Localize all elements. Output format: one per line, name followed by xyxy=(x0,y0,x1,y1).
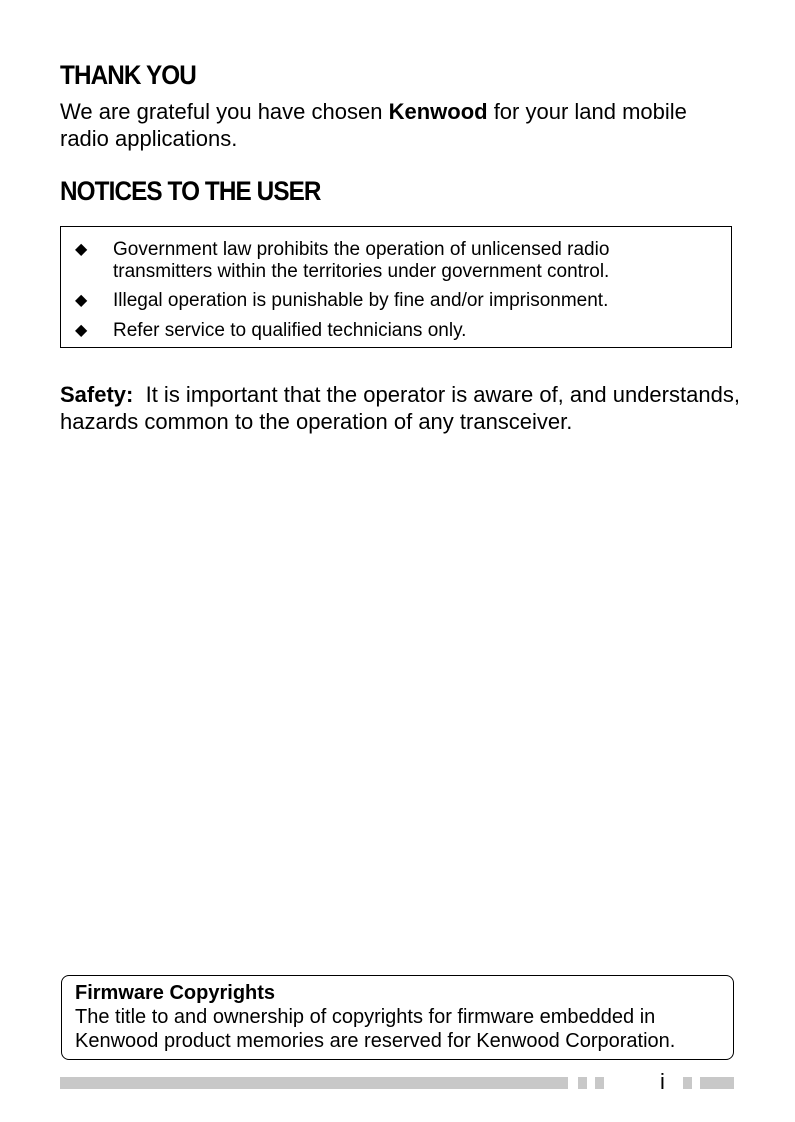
safety-paragraph xyxy=(60,381,740,435)
diamond-bullet-icon: ◆ xyxy=(75,322,88,339)
thank-you-heading: THANK YOU xyxy=(60,60,196,90)
footer-block xyxy=(578,1077,587,1089)
notices-heading: NOTICES TO THE USER xyxy=(60,176,321,206)
safety-text: It is important that the operator is aware of, and understands, hazards common to the operation of any transceiver. xyxy=(60,382,740,434)
firmware-title: Firmware Copyrights xyxy=(75,982,276,1004)
footer-bar xyxy=(60,1077,568,1089)
thank-you-text-start: We are grateful you have chosen xyxy=(60,99,389,124)
safety-label: Safety: xyxy=(60,382,134,407)
notices-box xyxy=(60,226,732,348)
firmware-text: The title to and ownership of copyrights for firmware embedded in Kenwood product memories are reserved for Kenwood Corporation. xyxy=(75,1006,676,1052)
footer-block xyxy=(683,1077,692,1089)
firmware-copyrights-box xyxy=(61,975,734,1060)
notice-item: Illegal operation is punishable by fine and/or imprisonment. xyxy=(113,290,609,311)
brand-name: Kenwood xyxy=(388,99,488,124)
footer-block xyxy=(700,1077,734,1089)
notice-item: Refer service to qualified technicians only. xyxy=(113,320,467,341)
thank-you-text-end: for your land mobile radio applications. xyxy=(60,99,687,151)
diamond-bullet-icon: ◆ xyxy=(75,292,88,309)
footer-block xyxy=(595,1077,604,1089)
page-number: i xyxy=(660,1069,665,1094)
diamond-bullet-icon: ◆ xyxy=(75,241,88,258)
thank-you-paragraph xyxy=(60,98,740,152)
notice-item: Government law prohibits the operation of unlicensed radio transmitters within the territories under government control. xyxy=(113,239,610,282)
